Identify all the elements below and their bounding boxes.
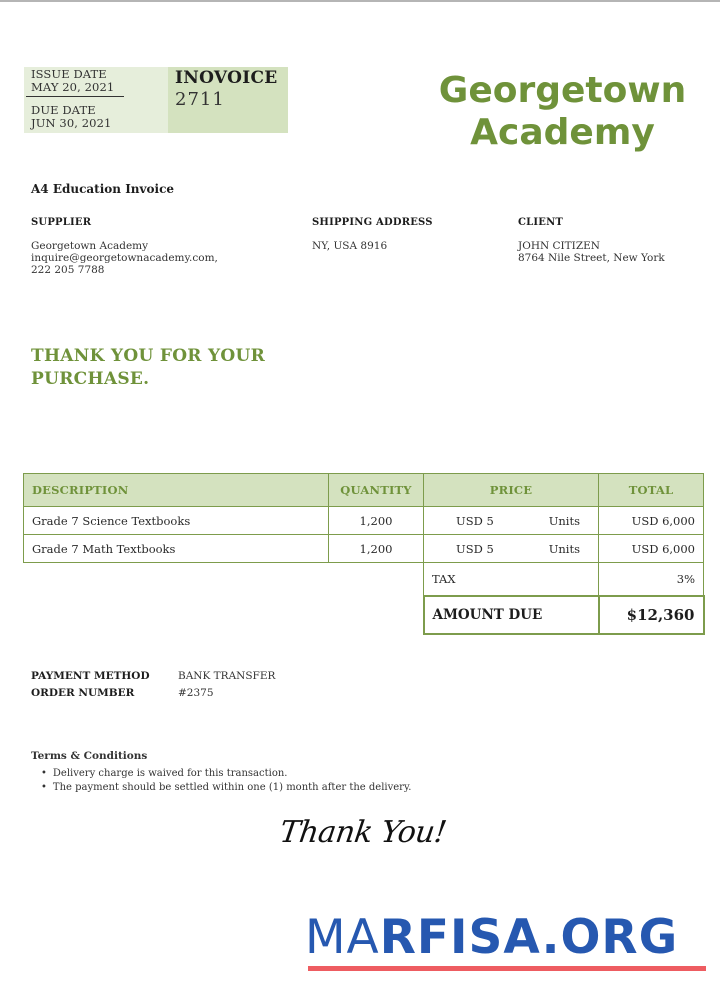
header-quantity: QUANTITY xyxy=(329,474,424,507)
header-price: PRICE xyxy=(424,474,599,507)
invoice-number: 2711 xyxy=(175,89,225,110)
table-header-row xyxy=(24,474,704,507)
brand-line-2: Academy xyxy=(470,112,655,153)
amount-due-value: $12,360 xyxy=(599,596,704,634)
header-total: TOTAL xyxy=(599,474,704,507)
brand-line-1: Georgetown xyxy=(438,70,687,111)
supplier-name: Georgetown Academy xyxy=(31,240,149,252)
payment-info xyxy=(31,668,275,702)
issue-date-block xyxy=(31,68,114,94)
brand-logo xyxy=(420,70,705,154)
amount-due-row xyxy=(24,596,704,634)
document-title: A4 Education Invoice xyxy=(31,182,175,196)
payment-method-value: BANK TRANSFER xyxy=(178,670,276,682)
tax-row xyxy=(24,563,704,597)
terms-item: • Delivery charge is waived for this transaction. xyxy=(41,767,411,781)
dates-box xyxy=(24,67,168,133)
client-label: CLIENT xyxy=(518,217,564,228)
item-price-cell xyxy=(424,535,599,563)
watermark-underline xyxy=(308,966,706,971)
terms-list xyxy=(31,767,411,794)
due-date-label: DUE DATE xyxy=(31,103,96,117)
items-table xyxy=(23,473,705,635)
watermark-bold: RFISA.ORG xyxy=(379,910,679,965)
signature-thank-you: Thank You! xyxy=(277,815,449,850)
order-number-value: #2375 xyxy=(178,687,214,699)
item-quantity: 1,200 xyxy=(329,507,424,535)
watermark-logo xyxy=(305,910,678,966)
order-number-label: ORDER NUMBER xyxy=(31,687,135,699)
shipping-details xyxy=(312,240,387,252)
table-row xyxy=(24,507,704,535)
terms-item: • The payment should be settled within one (1) month after the delivery. xyxy=(41,781,411,795)
table-row xyxy=(24,535,704,563)
terms-title: Terms & Conditions xyxy=(31,750,148,762)
thank-you-heading xyxy=(31,345,265,391)
thank-you-line-1: THANK YOU FOR YOUR xyxy=(31,346,266,366)
supplier-phone: 222 205 7788 xyxy=(31,264,105,276)
item-total: USD 6,000 xyxy=(599,507,704,535)
due-date-block xyxy=(31,104,111,130)
item-price: USD 5 xyxy=(456,541,494,556)
invoice-number-box xyxy=(168,67,288,133)
item-price: USD 5 xyxy=(456,513,494,528)
shipping-label: SHIPPING ADDRESS xyxy=(312,217,433,228)
item-quantity: 1,200 xyxy=(329,535,424,563)
item-total: USD 6,000 xyxy=(599,535,704,563)
header-description: DESCRIPTION xyxy=(24,474,329,507)
client-address: 8764 Nile Street, New York xyxy=(518,252,665,264)
item-description: Grade 7 Math Textbooks xyxy=(24,535,329,563)
item-unit: Units xyxy=(548,513,580,528)
invoice-label: INOVOICE xyxy=(175,68,278,88)
item-unit: Units xyxy=(548,541,580,556)
top-border xyxy=(0,0,720,2)
date-divider xyxy=(26,96,124,97)
payment-method-row xyxy=(31,668,275,685)
item-description: Grade 7 Science Textbooks xyxy=(24,507,329,535)
due-date-value: JUN 30, 2021 xyxy=(31,116,112,130)
issue-date-label: ISSUE DATE xyxy=(31,67,107,81)
tax-label: TAX xyxy=(424,563,599,597)
payment-method-label: PAYMENT METHOD xyxy=(31,670,150,682)
client-details xyxy=(518,240,665,264)
terms-section xyxy=(31,750,411,794)
supplier-details xyxy=(31,240,218,276)
watermark-thin: MA xyxy=(305,910,380,965)
client-name: JOHN CITIZEN xyxy=(518,240,600,252)
tax-value: 3% xyxy=(599,563,704,597)
order-number-row xyxy=(31,685,275,702)
supplier-email: inquire@georgetownacademy.com, xyxy=(31,252,218,264)
thank-you-line-2: PURCHASE. xyxy=(31,369,150,389)
issue-date-value: MAY 20, 2021 xyxy=(31,80,115,94)
supplier-label: SUPPLIER xyxy=(31,217,92,228)
amount-due-label: AMOUNT DUE xyxy=(424,596,599,634)
shipping-address: NY, USA 8916 xyxy=(312,240,388,252)
item-price-cell xyxy=(424,507,599,535)
